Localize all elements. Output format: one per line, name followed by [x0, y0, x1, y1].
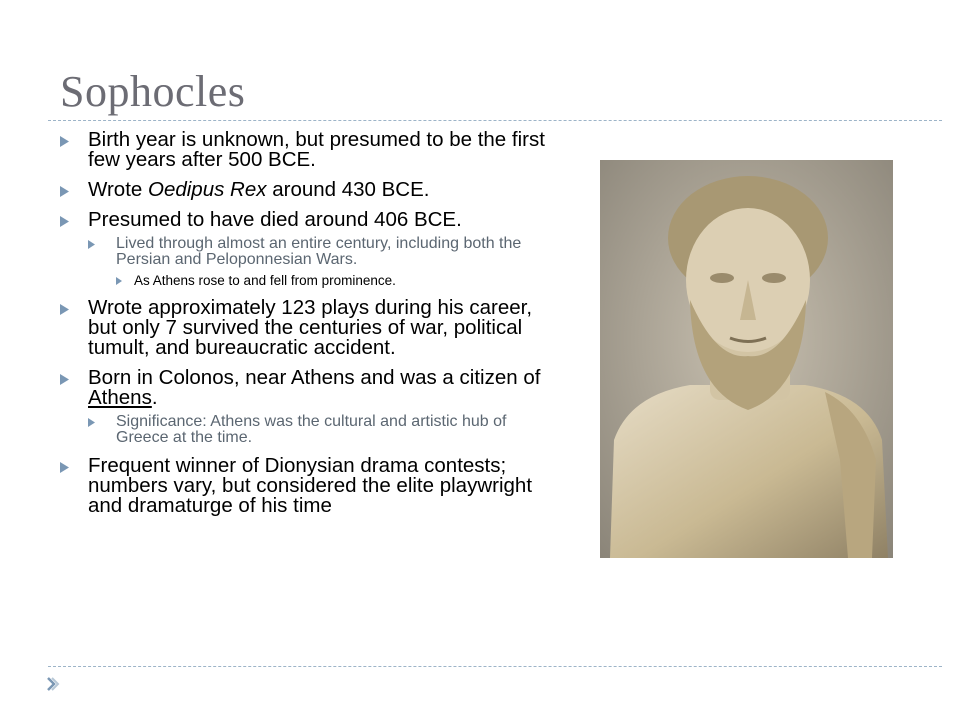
bullet-text: Frequent winner of Dionysian drama contests; numbers vary, but considered the elite playwright and dramaturge of his time [88, 454, 533, 517]
bullet-list [60, 130, 560, 516]
triangle-bullet-icon [88, 418, 95, 427]
bullet-list-container [60, 130, 560, 516]
bullet-item [60, 210, 560, 288]
triangle-bullet-icon [60, 216, 69, 227]
triangle-bullet-icon [60, 462, 69, 473]
bullet-item [60, 456, 560, 516]
triangle-bullet-icon [60, 374, 69, 385]
sub-bullet-item [88, 414, 560, 446]
play-title: Oedipus Rex [148, 178, 267, 201]
sub-sub-bullet-item [116, 274, 560, 288]
sub-bullet-list [88, 414, 560, 446]
bullet-text-prefix: Wrote [88, 178, 148, 201]
bullet-item [60, 368, 560, 446]
sub-bullet-text: Lived through almost an entire century, including both the Persian and Peloponnesian Wars. [116, 235, 522, 268]
bullet-text-suffix: around 430 BCE. [266, 178, 430, 201]
athens-link[interactable]: Athens [88, 386, 152, 409]
bottom-divider [48, 666, 942, 667]
slide-corner-icon [44, 676, 60, 692]
triangle-bullet-icon [116, 277, 122, 285]
sub-bullet-item [88, 236, 560, 288]
bullet-text-suffix: . [151, 386, 158, 409]
bullet-item [60, 298, 560, 358]
sub-sub-bullet-text: As Athens rose to and fell from prominence. [134, 273, 396, 288]
bullet-text: Presumed to have died around 406 BCE. [88, 208, 462, 231]
slide-title: Sophocles [60, 67, 246, 116]
bullet-text: Birth year is unknown, but presumed to be the first few years after 500 BCE. [88, 128, 545, 171]
sub-bullet-text: Significance: Athens was the cultural and artistic hub of Greece at the time. [116, 413, 507, 446]
bullet-text: Wrote approximately 123 plays during his career, but only 7 survived the centuries of war, political tumult, and bureaucratic accident. [88, 296, 533, 359]
top-divider [48, 120, 942, 121]
bullet-text-prefix: Born in Colonos, near Athens and was a citizen of [88, 366, 541, 389]
triangle-bullet-icon [88, 240, 95, 249]
bullet-item [60, 180, 560, 200]
triangle-bullet-icon [60, 304, 69, 315]
sub-bullet-list [88, 236, 560, 288]
marble-bust-image [600, 160, 893, 558]
sub-sub-bullet-list [116, 274, 560, 288]
triangle-bullet-icon [60, 186, 69, 197]
triangle-bullet-icon [60, 136, 69, 147]
bullet-item [60, 130, 560, 170]
